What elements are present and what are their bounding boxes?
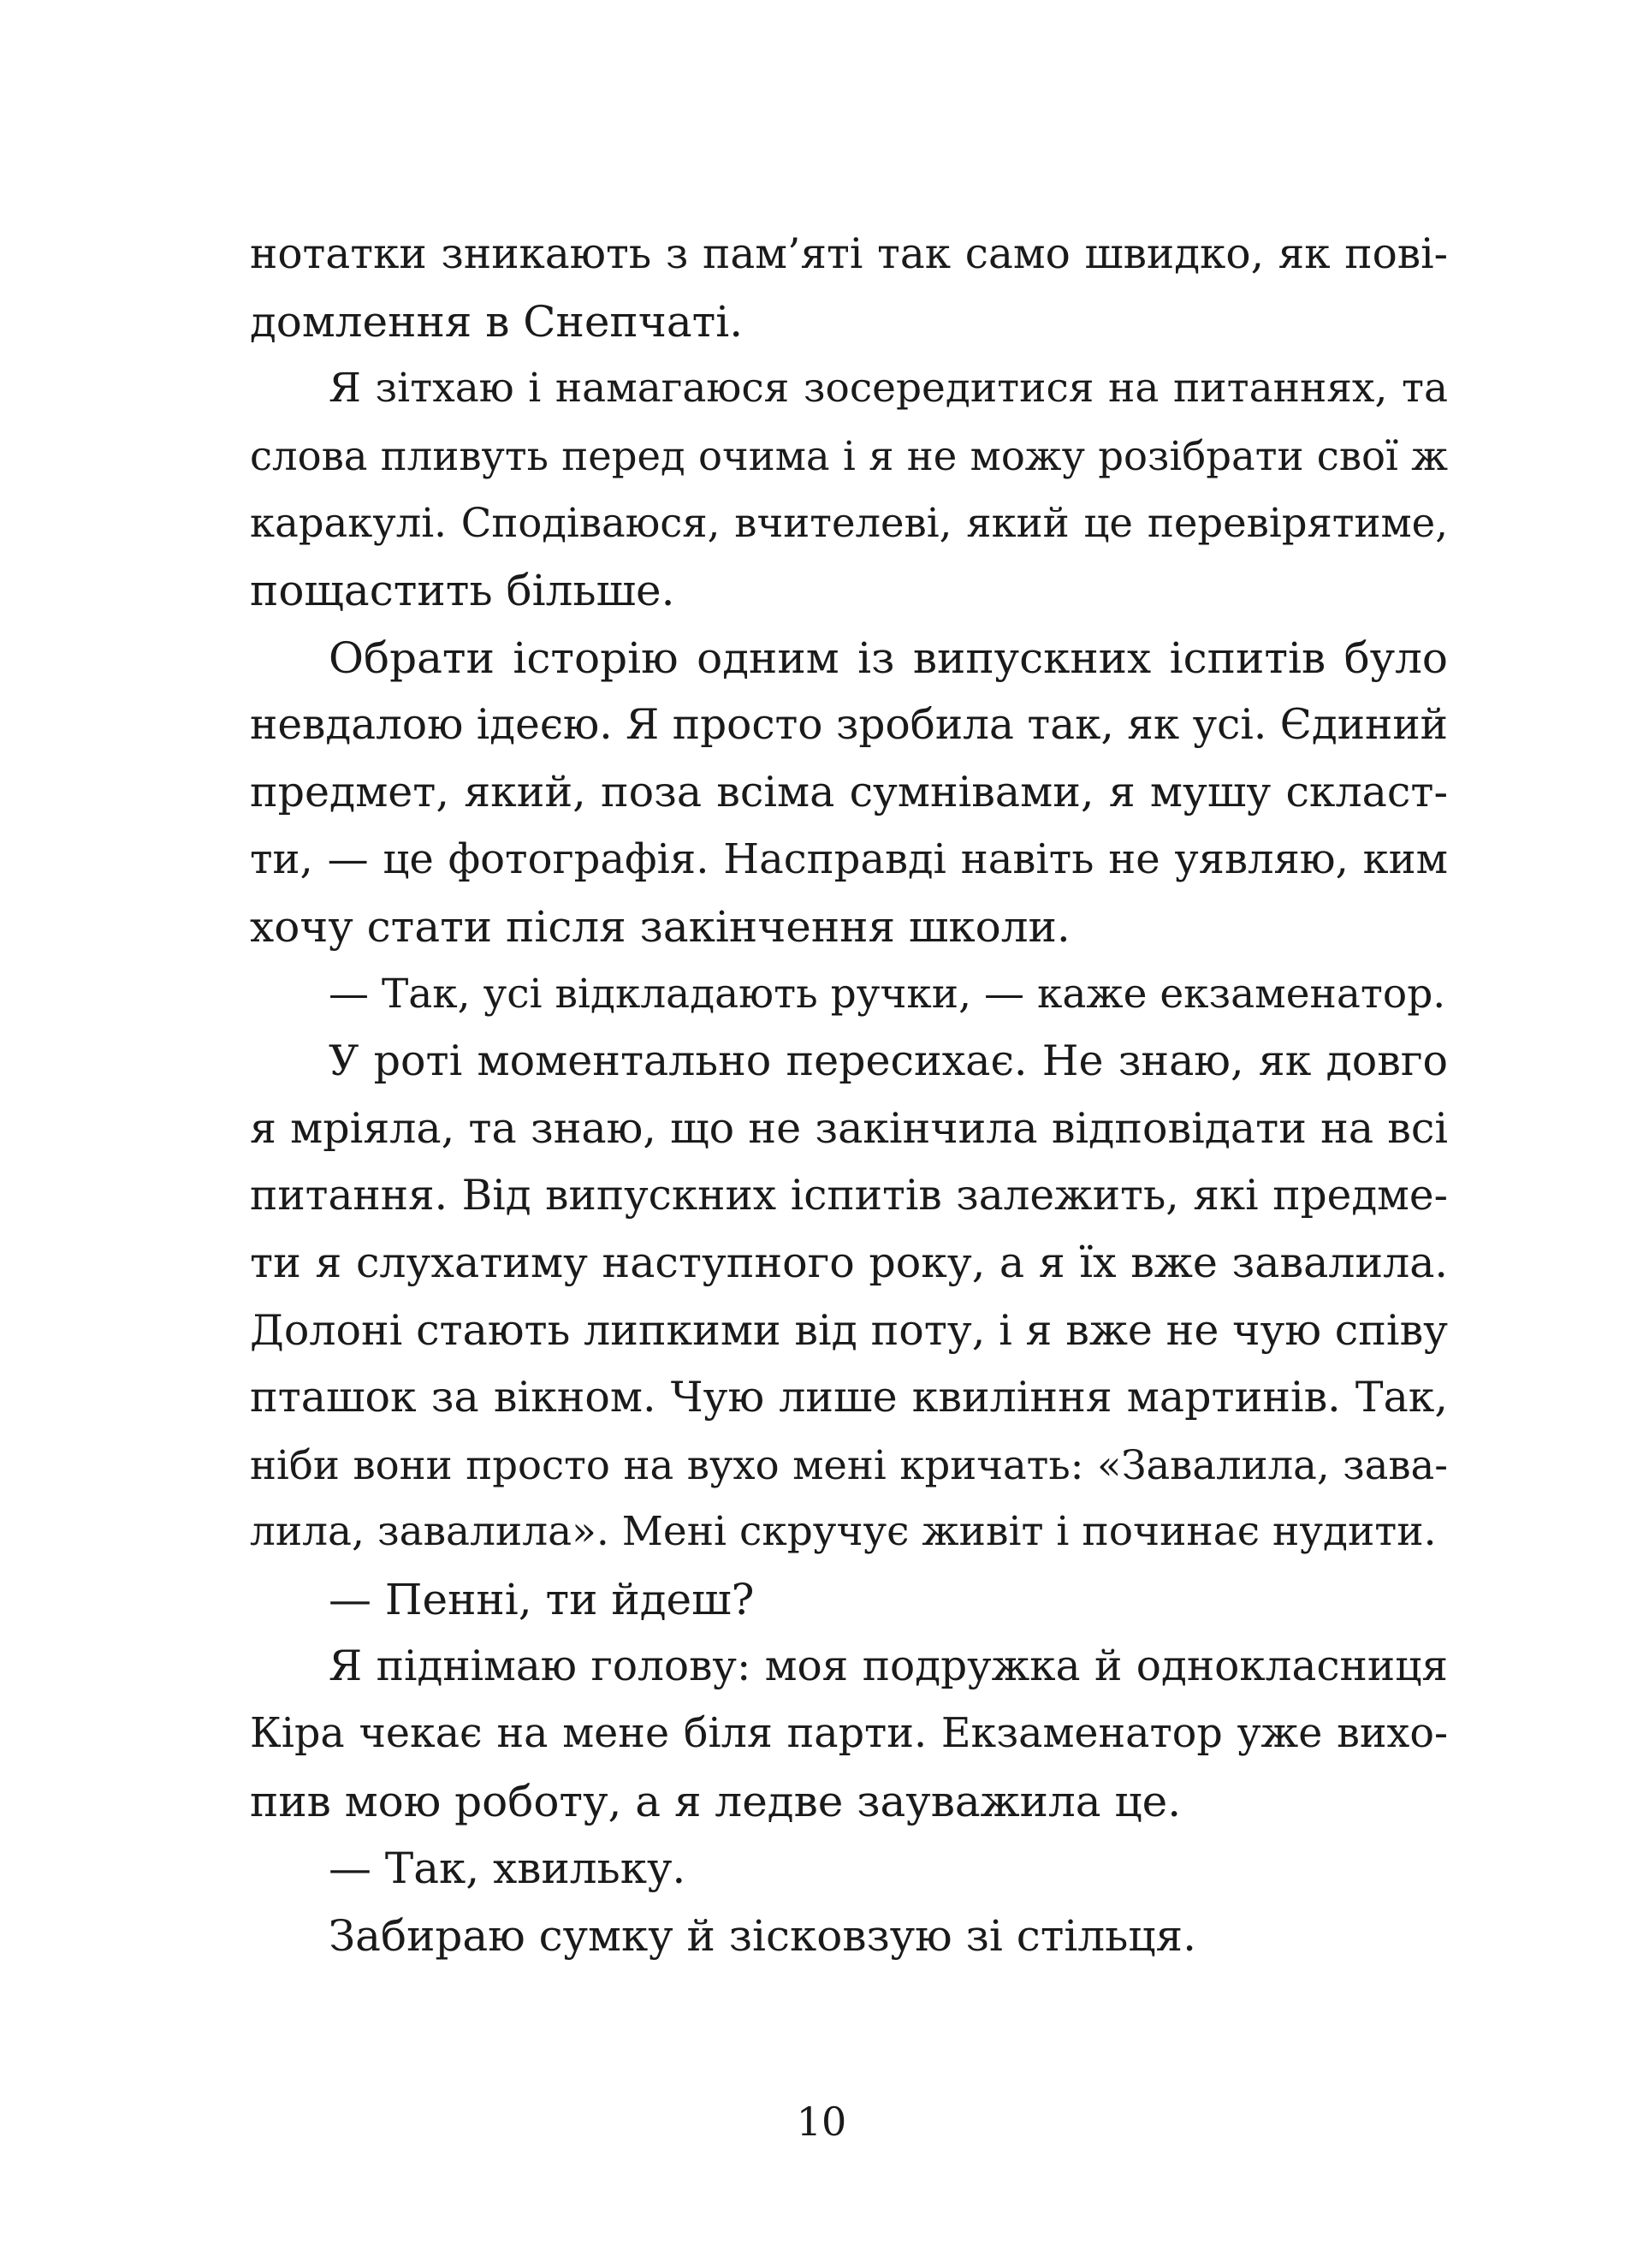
text-line: каракулі. Сподіваюся, вчителеві, який це перевірятиме,: [250, 500, 1448, 547]
text-line: Я піднімаю голову: моя подружка й однокласниця: [329, 1642, 1448, 1691]
text-line: нотатки зникають з пам’яті так само швидко, як пові-: [250, 230, 1448, 278]
text-line: домлення в Снепчаті.: [250, 296, 744, 347]
text-line: слова пливуть перед очима і я не можу розібрати свої ж: [250, 432, 1448, 479]
text-line: хочу стати після закінчення школи.: [250, 901, 1071, 952]
text-line: пив мою роботу, а я ледве зауважила це.: [250, 1776, 1182, 1826]
text-line: я мріяла, та знаю, що не закінчила відповідати на всі: [250, 1103, 1448, 1153]
text-line: ніби вони просто на вухо мені кричать: «Завалила, зава-: [250, 1441, 1448, 1488]
text-line: ти, — це фотографія. Насправді навіть не уявляю, ким: [250, 835, 1448, 884]
text-line: питання. Від випускних іспитів залежить, які предме-: [250, 1172, 1448, 1220]
text-line: У роті моментально пересихає. Не знаю, як довго: [329, 1036, 1448, 1086]
text-line: лила, завалила». Мені скручує живіт і починає нудити.: [250, 1508, 1437, 1556]
page-number: 10: [796, 2099, 847, 2145]
text-line: Долоні стають липкими від поту, і я вже не чую співу: [250, 1305, 1448, 1355]
text-line: пощастить більше.: [250, 565, 675, 615]
body-text: [250, 221, 1448, 1969]
text-line: Я зітхаю і намагаюся зосередитися на питаннях, та: [329, 365, 1448, 413]
text-line: Кіра чекає на мене біля парти. Екзаменатор уже вихо-: [250, 1710, 1448, 1758]
text-line: предмет, який, поза всіма сумнівами, я мушу скласт-: [250, 767, 1448, 816]
text-line: пташок за вікном. Чую лише квиління мартинів. Так,: [250, 1373, 1448, 1422]
text-line: Обрати історію одним із випускних іспитів було: [329, 632, 1448, 683]
text-line: ти я слухатиму наступного року, а я їх вже завалила.: [250, 1238, 1448, 1287]
text-line: — Так, усі відкладають ручки, — каже екзаменатор.: [329, 970, 1446, 1018]
text-line: — Пенні, ти йдеш?: [329, 1574, 755, 1624]
text-line: Забираю сумку й зісковзую зі стільця.: [329, 1910, 1196, 1961]
text-line: — Так, хвильку.: [329, 1843, 686, 1894]
text-line: невдалою ідеєю. Я просто зробила так, як усі. Єдиний: [250, 701, 1448, 750]
